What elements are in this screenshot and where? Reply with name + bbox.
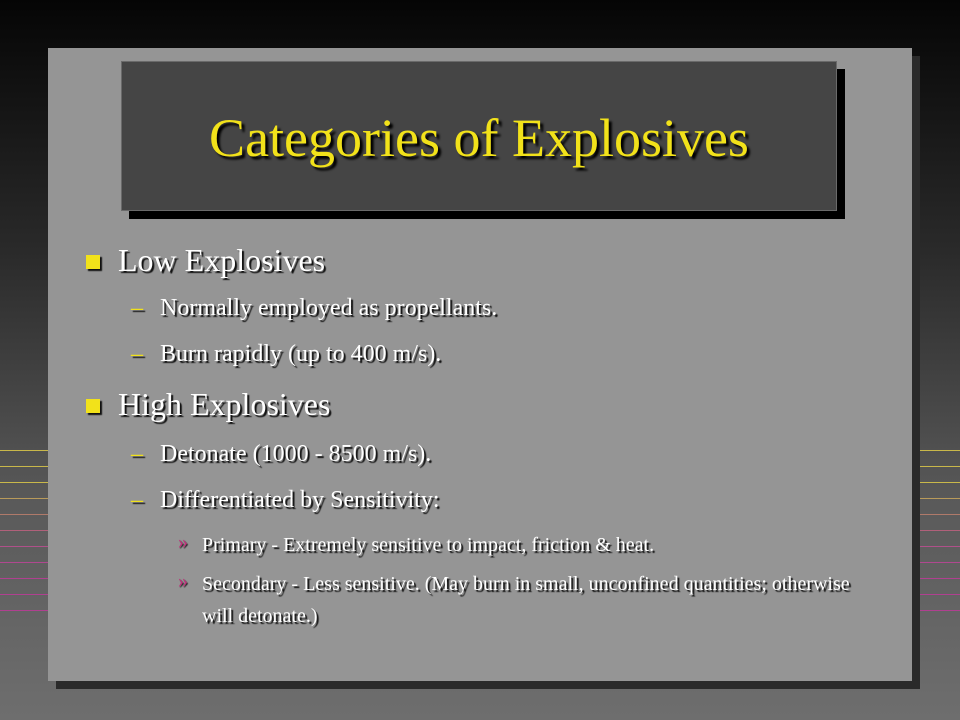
dash-marker-icon: – xyxy=(131,487,143,513)
dash-marker-icon: – xyxy=(131,441,143,467)
bullet-high-explosives: High Explosives xyxy=(118,386,331,422)
square-bullet-icon xyxy=(86,255,100,269)
sub-sub-bullet-primary: Primary - Extremely sensitive to impact, friction & heat. xyxy=(202,534,655,556)
dash-marker-icon: – xyxy=(131,295,143,321)
square-bullet-icon xyxy=(86,399,100,413)
sub-bullet-detonate: Detonate (1000 - 8500 m/s). xyxy=(160,441,432,467)
raquo-marker-icon: » xyxy=(178,531,188,553)
sub-bullet-sensitivity: Differentiated by Sensitivity: xyxy=(160,487,440,513)
bullet-low-explosives: Low Explosives xyxy=(118,242,326,278)
sub-bullet-burn-rate: Burn rapidly (up to 400 m/s). xyxy=(160,341,442,367)
raquo-marker-icon: » xyxy=(178,570,188,592)
sub-bullet-propellants: Normally employed as propellants. xyxy=(160,295,498,321)
sub-sub-bullet-secondary: Secondary - Less sensitive. (May burn in small, unconfined quantities; otherwise will detonate.) xyxy=(202,573,850,627)
slide-title: Categories of Explosives xyxy=(209,108,749,168)
dash-marker-icon: – xyxy=(131,341,143,367)
